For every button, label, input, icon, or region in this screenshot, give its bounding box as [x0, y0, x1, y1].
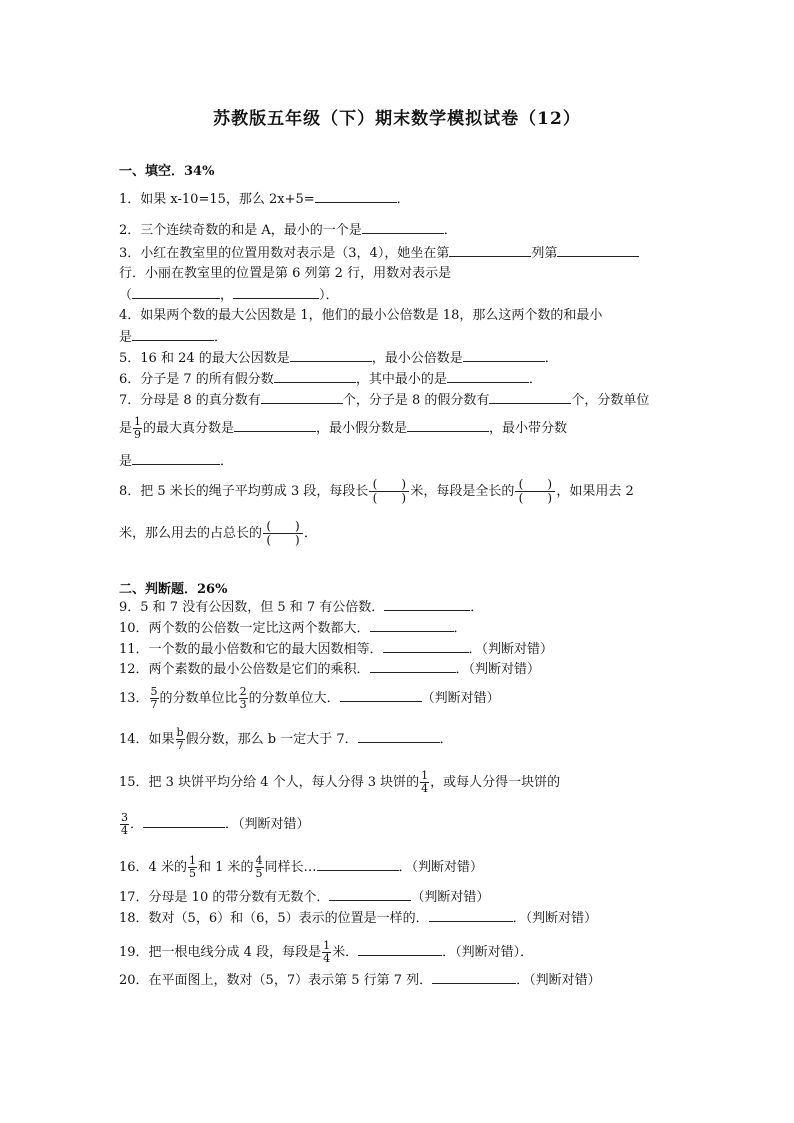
- question-9: 9．5 和 7 没有公因数，但 5 和 7 有公倍数． ．: [119, 600, 484, 615]
- answer-blank[interactable]: [557, 244, 639, 257]
- answer-blank[interactable]: [234, 419, 316, 432]
- answer-blank[interactable]: [429, 909, 513, 922]
- answer-blank[interactable]: [449, 244, 531, 257]
- fraction: $\frac{1}{5}$: [188, 854, 196, 880]
- question-19: 19．把一根电线分成 4 段，每段是 $\frac{1}{4}$ 米． ．（判断对错）．: [119, 939, 534, 965]
- page-title: 苏教版五年级（下）期末数学模拟试卷（12）: [213, 109, 581, 129]
- question-20: 20．在平面图上，数对（5，7）表示第 5 行第 7 列． ．（判断对错）: [119, 973, 601, 988]
- answer-blank[interactable]: [362, 221, 444, 234]
- question-8-line-2: 米，那么用去的占总长的 ( ) ( ) ．: [119, 519, 318, 547]
- answer-blank[interactable]: [370, 660, 456, 673]
- question-18: 18．数对（5，6）和（6，5）表示的位置是一样的． ．（判断对错）: [119, 911, 598, 926]
- question-7: 7．分母是 8 的真分数有 个，分子是 8 的假分数有 个，分数单位: [119, 393, 650, 408]
- fraction: $\frac{5}{7}$: [150, 685, 158, 711]
- answer-fraction[interactable]: ( ) ( ): [263, 520, 303, 547]
- answer-blank[interactable]: [132, 328, 214, 341]
- question-8: 8．把 5 米长的绳子平均剪成 3 段，每段长 ( ) ( ) 米，每段是全长的 ( ) ( ) ，如果用去 2: [119, 477, 634, 505]
- question-3-line-2: 行．小丽在教室里的位置是第 6 列第 2 行，用数对表示是: [119, 266, 452, 281]
- answer-fraction[interactable]: ( ) ( ): [515, 478, 555, 505]
- answer-blank[interactable]: [489, 391, 571, 404]
- question-11: 11．一个数的最小倍数和它的最大因数相等． ．（判断对错）: [119, 642, 554, 657]
- question-6: 6．分子是 7 的所有假分数 ，其中最小的是 ．: [119, 372, 542, 387]
- answer-blank[interactable]: [132, 452, 220, 465]
- fraction: $\frac{1}{9}$: [134, 415, 142, 441]
- answer-blank[interactable]: [274, 370, 356, 383]
- answer-blank[interactable]: [317, 858, 399, 871]
- section-fill-in: 一、填空．34%: [119, 164, 215, 179]
- question-3-line-3: （ ， ）．: [119, 288, 339, 303]
- question-1: 1．如果 x-10=15，那么 2x+5= ．: [119, 192, 410, 207]
- answer-blank[interactable]: [463, 349, 545, 362]
- question-12: 12．两个素数的最小公倍数是它们的乘积． ．（判断对错）: [119, 662, 541, 677]
- answer-blank[interactable]: [261, 391, 343, 404]
- question-15-line-2: $\frac{3}{4}$ ． ．（判断对错）: [121, 811, 310, 837]
- answer-blank[interactable]: [407, 419, 489, 432]
- question-15: 15．把 3 块饼平均分给 4 个人，每人分得 3 块饼的 $\frac{1}{4}$ ，或每人分得一块饼的: [119, 769, 561, 795]
- question-17: 17．分母是 10 的带分数有无数个． （判断对错）: [119, 890, 490, 905]
- answer-blank[interactable]: [432, 971, 516, 984]
- answer-blank[interactable]: [370, 619, 454, 632]
- question-13: 13． $\frac{5}{7}$ 的分数单位比 $\frac{2}{3}$ 的分数单位大． （判断对错）: [119, 685, 500, 711]
- question-2: 2．三个连续奇数的和是 A，最小的一个是 ．: [119, 223, 457, 238]
- question-14: 14．如果 $\frac{b}{7}$ 假分数，那么 b 一定大于 7． ．: [119, 726, 453, 752]
- answer-blank[interactable]: [233, 286, 319, 299]
- answer-blank[interactable]: [315, 190, 397, 203]
- answer-blank[interactable]: [143, 815, 225, 828]
- answer-fraction[interactable]: ( ) ( ): [369, 478, 409, 505]
- answer-blank[interactable]: [329, 888, 411, 901]
- answer-blank[interactable]: [447, 370, 529, 383]
- question-16: 16．4 米的 $\frac{1}{5}$ 和 1 米的 $\frac{4}{5}$ 同样长… ．（判断对错）: [119, 854, 484, 880]
- fraction: $\frac{4}{5}$: [255, 854, 263, 880]
- fraction: $\frac{3}{4}$: [121, 811, 128, 837]
- answer-blank[interactable]: [358, 943, 442, 956]
- answer-blank[interactable]: [383, 640, 469, 653]
- question-5: 5．16 和 24 的最大公因数是 ，最小公倍数是 ．: [119, 351, 558, 366]
- question-7-line-3: 是 ．: [119, 454, 234, 469]
- question-7-line-2: 是 $\frac{1}{9}$ 的最大真分数是 ，最小假分数是 ，最小带分数: [119, 415, 568, 441]
- fraction: $\frac{b}{7}$: [176, 726, 184, 752]
- question-4-line-2: 是 ．: [119, 330, 228, 345]
- answer-blank[interactable]: [384, 598, 470, 611]
- answer-blank[interactable]: [290, 349, 372, 362]
- question-3: 3．小红在教室里的位置用数对表示是（3，4），她坐在第 列第: [119, 244, 639, 263]
- question-10: 10．两个数的公倍数一定比这两个数都大． ．: [119, 621, 467, 636]
- section-true-false: 二、判断题．26%: [119, 582, 228, 597]
- fraction: $\frac{1}{4}$: [421, 769, 429, 795]
- fraction: $\frac{1}{4}$: [323, 939, 331, 965]
- question-4: 4．如果两个数的最大公因数是 1，他们的最小公倍数是 18，那么这两个数的和最小: [119, 308, 603, 323]
- answer-blank[interactable]: [132, 286, 220, 299]
- answer-blank[interactable]: [340, 689, 422, 702]
- answer-blank[interactable]: [358, 730, 440, 743]
- fraction: $\frac{2}{3}$: [239, 685, 247, 711]
